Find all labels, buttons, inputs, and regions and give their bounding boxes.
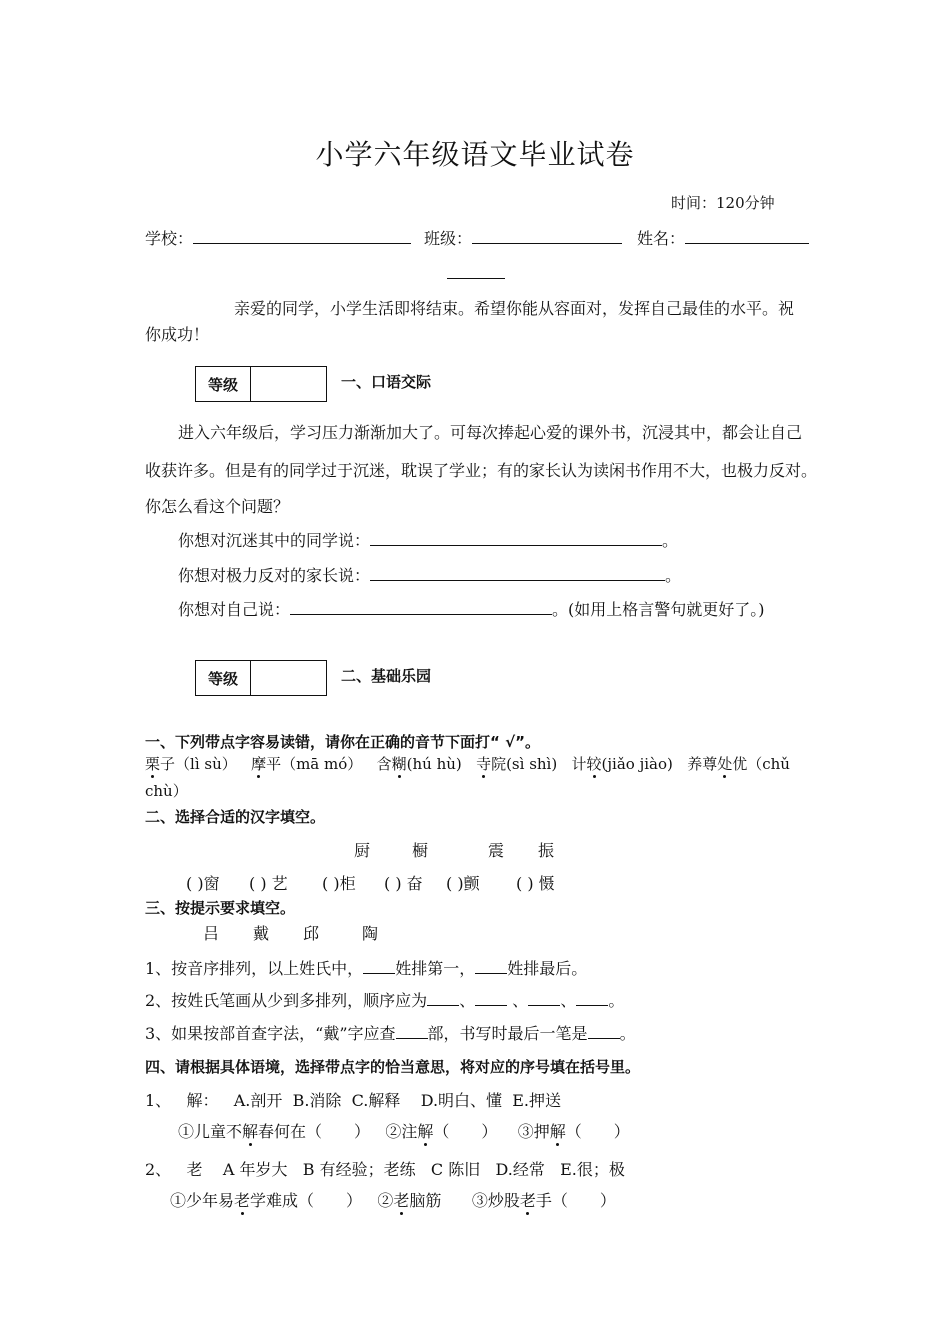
pinyin-option: 优（chǔ: [732, 755, 790, 773]
word-text: 计: [571, 755, 587, 773]
part2-char-4: 振: [538, 841, 555, 860]
section1-paragraph-3: 你怎么看这个问题？: [145, 497, 290, 516]
school-label: 学校：: [145, 229, 194, 248]
question-3-blank[interactable]: [290, 600, 552, 615]
sentence-text: ③炒股: [471, 1191, 520, 1210]
page-title: 小学六年级语文毕业试卷: [315, 138, 635, 171]
name-label: 姓名：: [637, 229, 686, 248]
section1-paragraph-1: 进入六年级后，学习压力渐渐加大了。可每次捧起心爱的课外书，沉浸其中，都会让自己: [178, 423, 803, 442]
pinyin-option: (hú hù): [406, 755, 462, 773]
part2-char-1: 厨: [354, 841, 371, 860]
part2-char-3: 震: [488, 841, 505, 860]
separator: 、: [560, 991, 577, 1010]
pinyin-option: 院(sì shì): [491, 755, 558, 773]
q2-blank-3[interactable]: [528, 991, 560, 1006]
intro-line1: 亲爱的同学，小学生活即将结束。希望你能从容面对，发挥自己最佳的水平。祝: [234, 299, 795, 318]
grade-box-2: [195, 660, 327, 696]
dotted-char: 栗: [145, 755, 161, 773]
sentence-text: ①少年易: [170, 1191, 235, 1210]
separator: 、: [512, 991, 529, 1010]
q2-number: 2、: [145, 1160, 172, 1179]
part2-blank-6[interactable]: ( ) 慑: [516, 874, 555, 893]
option: E.很；极: [560, 1160, 625, 1179]
option: D.明白、懂: [420, 1091, 503, 1110]
option: C.解释: [351, 1091, 401, 1110]
part4-q1-options: [145, 1088, 561, 1111]
part3-question-1: [145, 956, 587, 979]
section1-question-3: [178, 597, 765, 620]
q2-text: 2、按姓氏笔画从少到多排列，顺序应为: [145, 991, 428, 1010]
sentence-blank[interactable]: 手（ ）: [535, 1191, 616, 1210]
separator: 、: [459, 991, 476, 1010]
part2-blank-2[interactable]: ( ) 艺: [249, 874, 288, 893]
dotted-char: 较: [586, 755, 602, 773]
q1-text-c: 姓排最后。: [507, 959, 588, 978]
part4-q2-sentences: [170, 1188, 616, 1211]
q2-word: 老: [186, 1160, 203, 1179]
pinyin-option: 子（lì sù）: [160, 755, 237, 773]
part3-heading: 三、按提示要求填空。: [145, 899, 296, 917]
sentence-blank[interactable]: （ ）: [565, 1122, 630, 1141]
sentence-text: 脑筋: [409, 1191, 442, 1210]
dotted-char: 老: [393, 1191, 410, 1210]
option: C 陈旧: [430, 1160, 481, 1179]
pinyin-option: (jiǎo jiào): [601, 755, 673, 773]
q3-blank-1[interactable]: [396, 1024, 428, 1039]
sentence-blank[interactable]: 学难成（ ）: [250, 1191, 363, 1210]
dotted-char: 处: [717, 755, 733, 773]
part2-blank-3[interactable]: ( )柜: [322, 874, 356, 893]
surname-4: 陶: [362, 924, 379, 943]
intro-line2: 你成功！: [145, 325, 210, 344]
sentence-text: ②注: [385, 1122, 418, 1141]
question-2-blank[interactable]: [370, 566, 665, 581]
q1-number: 1、: [145, 1091, 172, 1110]
part4-heading: 四、请根据具体语境，选择带点字的恰当意思，将对应的序号填在括号里。: [145, 1058, 641, 1076]
section1-question-1: [178, 528, 678, 551]
dotted-char: 糊: [391, 755, 407, 773]
name-blank[interactable]: [685, 229, 809, 244]
option: B.消除: [292, 1091, 342, 1110]
q2-blank-1[interactable]: [427, 991, 459, 1006]
pinyin-option: 平（mā mó）: [266, 755, 363, 773]
part3-question-3: [145, 1021, 636, 1044]
name-blank-continuation: [447, 278, 505, 279]
part2-heading: 二、选择合适的汉字填空。: [145, 808, 326, 826]
part2-blank-1[interactable]: ( )窗: [186, 874, 220, 893]
exam-time: 时间：120分钟: [671, 194, 775, 212]
class-field[interactable]: [424, 226, 622, 249]
word-text: 养尊: [687, 755, 718, 773]
q2-end: 。: [608, 991, 625, 1010]
word-text: 含: [376, 755, 392, 773]
sentence-blank[interactable]: 春何在（ ）: [258, 1122, 371, 1141]
grade-label-2: 等级: [196, 661, 251, 695]
dotted-char: 解: [242, 1122, 259, 1141]
q2-blank-4[interactable]: [576, 991, 608, 1006]
q3-text-b: 部，书写时最后一笔是: [427, 1024, 588, 1043]
dotted-char: 寺: [476, 755, 492, 773]
option: D.经常: [495, 1160, 545, 1179]
question-2-label: 你想对极力反对的家长说：: [178, 566, 371, 585]
option: B 有经验；老练: [302, 1160, 416, 1179]
q1-blank-1[interactable]: [363, 959, 395, 974]
section1-question-2: [178, 563, 681, 586]
sentence-text: ②: [377, 1191, 394, 1210]
school-field[interactable]: [145, 226, 411, 249]
option: E.押送: [512, 1091, 562, 1110]
question-1-blank[interactable]: [370, 531, 662, 546]
option: A 年岁大: [222, 1160, 288, 1179]
surname-3: 邱: [303, 924, 320, 943]
question-3-label: 你想对自己说：: [178, 600, 291, 619]
part1-heading: 一、下列带点字容易读错，请你在正确的音节下面打“ √”。: [145, 733, 540, 751]
part1-pinyin-line: [145, 753, 790, 774]
part4-q1-sentences: [178, 1119, 630, 1142]
dotted-char: 解: [549, 1122, 566, 1141]
q1-word: 解：: [186, 1091, 219, 1110]
school-blank[interactable]: [193, 229, 411, 244]
name-field[interactable]: [637, 226, 809, 249]
question-3-end: 。(如用上格言警句就更好了。): [552, 600, 765, 619]
part2-char-2: 橱: [412, 841, 429, 860]
question-1-label: 你想对沉迷其中的同学说：: [178, 531, 371, 550]
part3-question-2: [145, 988, 624, 1011]
option: A.剖开: [233, 1091, 283, 1110]
dotted-char: 老: [519, 1191, 536, 1210]
surname-2: 戴: [253, 924, 270, 943]
grade-label-1: 等级: [196, 367, 251, 401]
section1-paragraph-2: 收获许多。但是有的同学过于沉迷，耽误了学业；有的家长认为读闲书作用不大，也极力反对。: [145, 461, 818, 480]
question-1-end: 。: [662, 531, 679, 550]
dotted-char: 解: [417, 1122, 434, 1141]
section2-heading: 二、基础乐园: [341, 667, 432, 685]
part2-blank-4[interactable]: ( ) 奋: [384, 874, 423, 893]
q3-text-c: 。: [619, 1024, 636, 1043]
dotted-char: 老: [234, 1191, 251, 1210]
grade-box-1: [195, 366, 327, 402]
part2-blank-5[interactable]: ( )颤: [446, 874, 480, 893]
sentence-text: ①儿童不: [178, 1122, 243, 1141]
sentence-blank[interactable]: （ ）: [433, 1122, 498, 1141]
sentence-text: ③押: [517, 1122, 550, 1141]
q1-text-a: 1、按音序排列，以上姓氏中，: [145, 959, 364, 978]
q3-text-a: 3、如果按部首查字法，“戴”字应查: [145, 1024, 396, 1043]
dotted-char: 摩: [251, 755, 267, 773]
surname-1: 吕: [203, 924, 220, 943]
section1-heading: 一、口语交际: [341, 373, 432, 391]
q1-blank-2[interactable]: [475, 959, 507, 974]
part4-q2-options: [145, 1157, 625, 1180]
class-blank[interactable]: [472, 229, 622, 244]
q1-text-b: 姓排第一，: [395, 959, 476, 978]
q2-blank-2[interactable]: [475, 991, 507, 1006]
q3-blank-2[interactable]: [588, 1024, 620, 1039]
part1-pinyin-line-2: chù）: [145, 782, 188, 800]
question-2-end: 。: [665, 566, 682, 585]
class-label: 班级：: [424, 229, 473, 248]
